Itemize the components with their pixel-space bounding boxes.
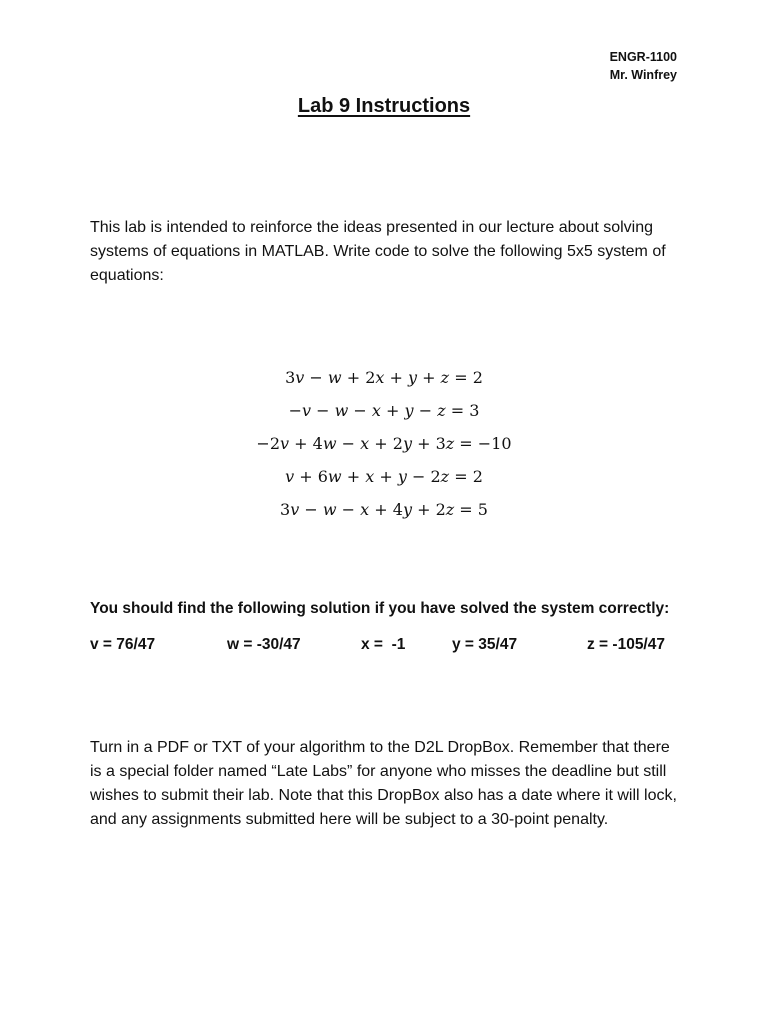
- submission-paragraph: Turn in a PDF or TXT of your algorithm to the D2L DropBox. Remember that there is a special folder named “Late Labs” for anyone who misses the deadline but still wishes to submit their lab. Note that this DropBox also has a date where it will lock, and any assignments submitted here will be subject to a 30-point penalty.: [90, 739, 677, 828]
- intro-paragraph: This lab is intended to reinforce the ideas presented in our lecture about solving systems of equations in MATLAB. Write code to solve the following 5x5 system of equations:: [90, 219, 666, 284]
- page-title: Lab 9 Instructions: [297, 95, 471, 117]
- instructor-name: Mr. Winfrey: [609, 68, 677, 82]
- solution-heading: You should find the following solution if you have solved the system correctly:: [90, 600, 670, 617]
- solution-x: x = -1: [361, 636, 406, 653]
- solution-w: w = -30/47: [227, 636, 301, 653]
- equation-1: 3v − w + 2x + y + z = 2: [285, 368, 483, 387]
- header-block: [610, 48, 677, 84]
- solution-z: z = -105/47: [587, 636, 665, 653]
- equation-system: [0, 364, 768, 529]
- solution-y: y = 35/47: [452, 636, 518, 653]
- solution-v: v = 76/47: [90, 636, 156, 653]
- equation-3: −2v + 4w − x + 2y + 3z = −10: [256, 434, 512, 453]
- equation-5: 3v − w − x + 4y + 2z = 5: [280, 500, 488, 519]
- course-code: ENGR-1100: [609, 50, 677, 64]
- equation-4: v + 6w + x + y − 2z = 2: [285, 467, 483, 486]
- equation-2: −v − w − x + y − z = 3: [288, 401, 480, 420]
